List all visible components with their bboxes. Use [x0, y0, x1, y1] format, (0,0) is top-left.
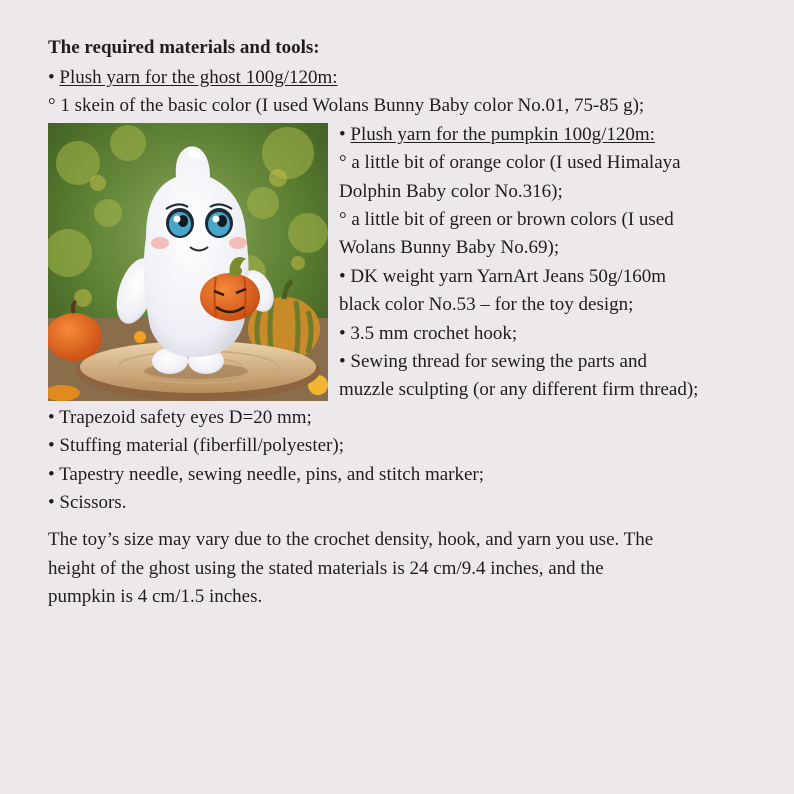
bullet: • [339, 123, 351, 145]
list-item-sewing-thread [339, 348, 779, 376]
list-text: a little bit of green or brown colors (I used [351, 208, 674, 230]
bullet: ° [339, 208, 352, 230]
underlined-label: Plush yarn for the ghost 100g/120m: [59, 67, 338, 88]
bullet: ° [48, 95, 61, 117]
list-item-pumpkin-yarn [339, 121, 779, 149]
size-note-paragraph [48, 526, 768, 611]
side-list [339, 121, 779, 405]
bullet: • [48, 463, 60, 485]
list-subitem-orange [339, 149, 779, 177]
list-item-hook [339, 320, 779, 348]
paragraph-line: pumpkin is 4 cm/1.5 inches. [48, 586, 263, 608]
list-text-continuation: Dolphin Baby color No.316); [339, 180, 563, 202]
list-subitem-green [339, 206, 779, 234]
bullet: ° [339, 152, 352, 174]
list-text: a little bit of orange color (I used Himalaya [351, 152, 681, 174]
list-text: Trapezoid safety eyes D=20 mm; [59, 406, 312, 428]
ghost-toy-image [48, 123, 328, 401]
ghost-toy-photo [48, 123, 328, 401]
list-item-dk-yarn [339, 263, 779, 291]
paragraph-line: height of the ghost using the stated materials is 24 cm/9.4 inches, and the [48, 557, 604, 579]
bullet: • [48, 67, 60, 88]
paragraph-line: The toy’s size may vary due to the crochet density, hook, and yarn you use. The [48, 529, 654, 551]
bullet: • [339, 322, 351, 344]
list-text-continuation: muzzle sculpting (or any different firm thread); [339, 379, 699, 401]
bullet: • [339, 350, 351, 372]
list-text: Sewing thread for sewing the parts and [350, 350, 647, 372]
list-subitem-ghost-skein [48, 92, 768, 120]
underlined-label: Plush yarn for the pumpkin 100g/120m: [350, 123, 655, 145]
list-item-scissors [48, 489, 768, 517]
bullet: • [339, 265, 351, 287]
list-text: Tapestry needle, sewing needle, pins, and stitch marker; [59, 463, 485, 485]
list-text: Scissors. [59, 491, 127, 513]
list-text-continuation: black color No.53 – for the toy design; [339, 294, 634, 316]
bullet: • [48, 491, 60, 513]
list-item-needles [48, 461, 768, 489]
bullet: • [48, 406, 60, 428]
list-item-safety-eyes [48, 404, 768, 432]
list-text: 1 skein of the basic color (I used Wolans Bunny Baby color No.01, 75-85 g); [60, 95, 645, 117]
list-item-ghost-yarn [48, 64, 768, 92]
document [48, 34, 768, 612]
list-text: DK weight yarn YarnArt Jeans 50g/160m [350, 265, 666, 287]
list-item-stuffing [48, 432, 768, 460]
list-text: 3.5 mm crochet hook; [350, 322, 518, 344]
list-text-continuation: Wolans Bunny Baby No.69); [339, 237, 560, 259]
list-text: Stuffing material (fiberfill/polyester); [59, 435, 344, 457]
materials-heading: The required materials and tools: [48, 37, 320, 58]
photo-and-side-list [48, 121, 768, 404]
bullet: • [48, 435, 60, 457]
